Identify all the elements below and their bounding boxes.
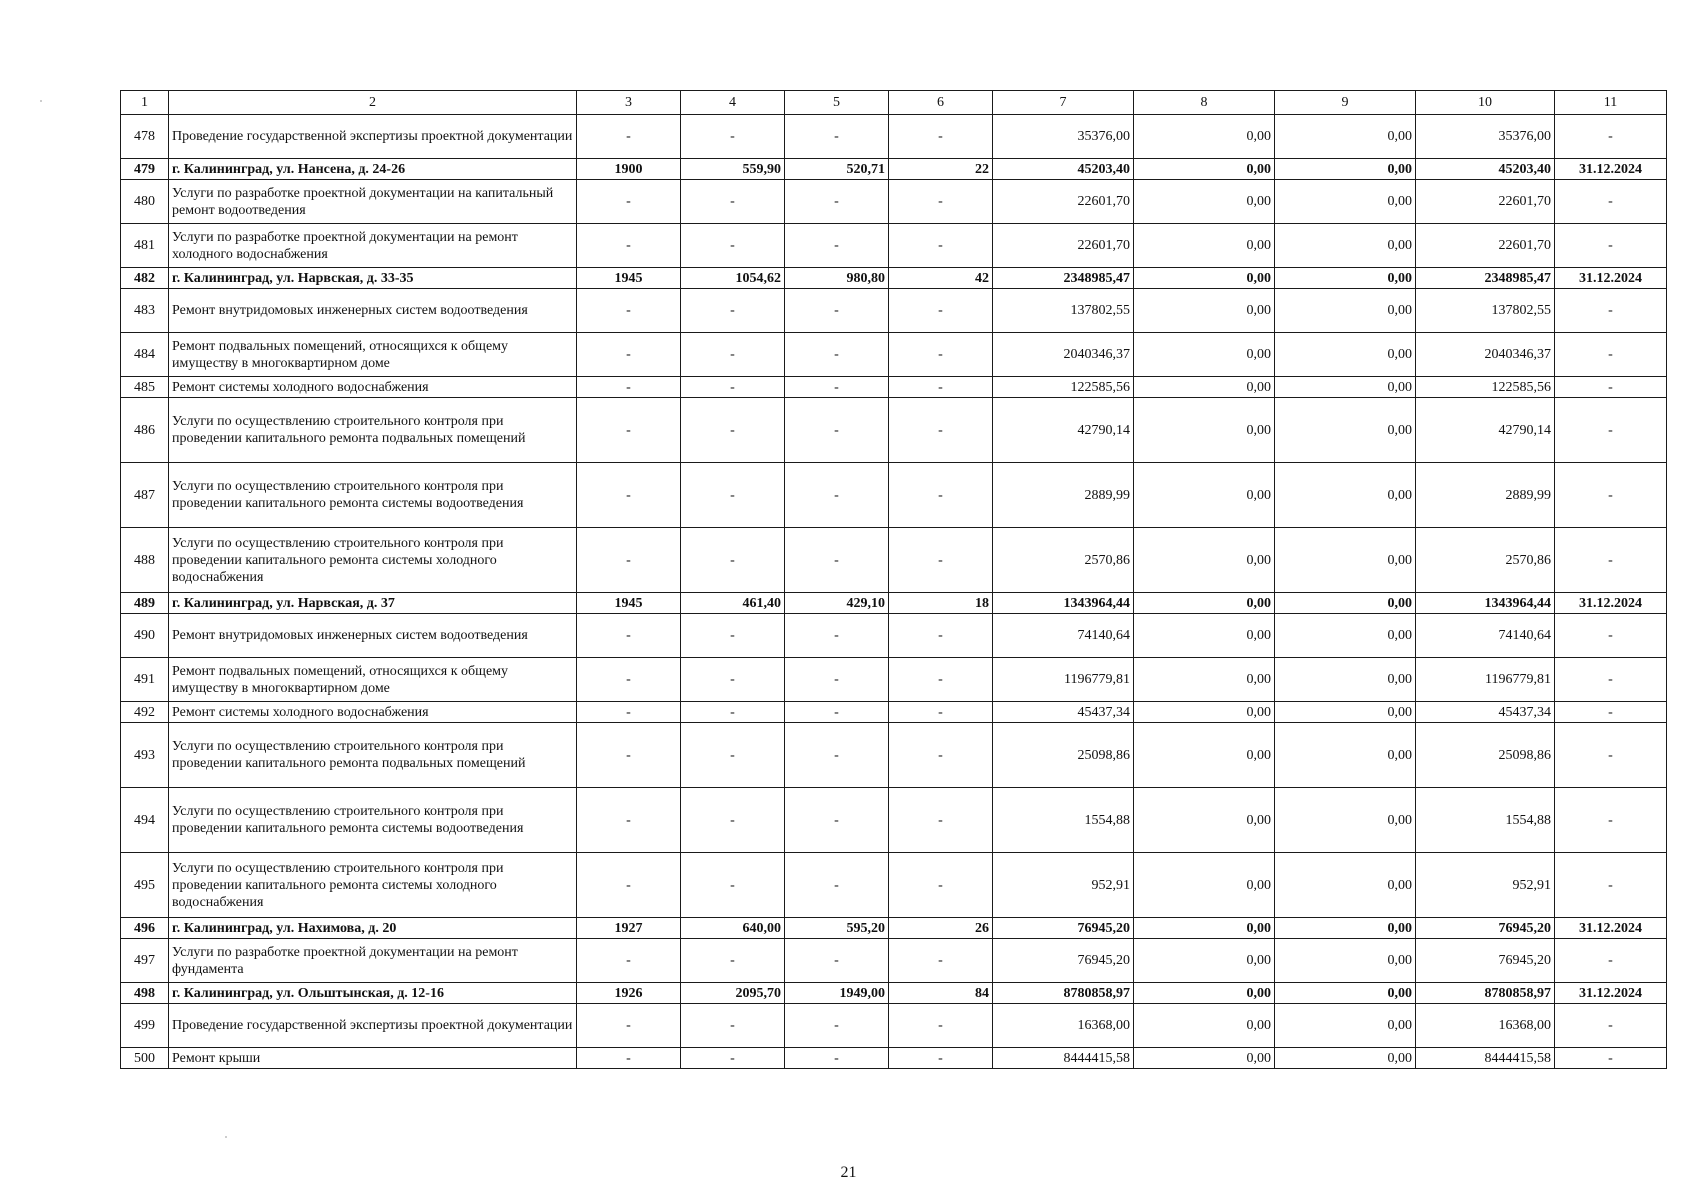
work-name-cell: г. Калининград, ул. Нарвская, д. 33-35 xyxy=(169,268,577,289)
work-name-cell: Ремонт внутридомовых инженерных систем водоотведения xyxy=(169,614,577,658)
living-area-cell: - xyxy=(785,1004,889,1048)
construction-year-cell: - xyxy=(577,853,681,918)
completion-date-cell: - xyxy=(1555,1004,1667,1048)
owner-funds-cell: 137802,55 xyxy=(1416,289,1555,333)
regional-funds-cell: 0,00 xyxy=(1275,658,1416,702)
completion-date-cell: - xyxy=(1555,723,1667,788)
regional-funds-cell: 0,00 xyxy=(1275,268,1416,289)
construction-year-cell: - xyxy=(577,1048,681,1069)
living-area-cell: - xyxy=(785,658,889,702)
column-number: 10 xyxy=(1416,91,1555,115)
regional-funds-cell: 0,00 xyxy=(1275,463,1416,528)
owner-funds-cell: 952,91 xyxy=(1416,853,1555,918)
completion-date-cell: 31.12.2024 xyxy=(1555,159,1667,180)
completion-date-cell: - xyxy=(1555,614,1667,658)
residents-count-cell: 26 xyxy=(889,918,993,939)
residents-count-cell: - xyxy=(889,939,993,983)
living-area-cell: - xyxy=(785,398,889,463)
column-number: 3 xyxy=(577,91,681,115)
work-item-row xyxy=(121,333,1667,377)
total-cost-cell: 137802,55 xyxy=(993,289,1134,333)
total-cost-cell: 25098,86 xyxy=(993,723,1134,788)
row-number-cell: 480 xyxy=(121,180,169,224)
work-name-cell: г. Калининград, ул. Нарвская, д. 37 xyxy=(169,593,577,614)
regional-funds-cell: 0,00 xyxy=(1275,939,1416,983)
regional-funds-cell: 0,00 xyxy=(1275,614,1416,658)
work-name-cell: Ремонт системы холодного водоснабжения xyxy=(169,377,577,398)
construction-year-cell: - xyxy=(577,1004,681,1048)
living-area-cell: - xyxy=(785,702,889,723)
work-item-row xyxy=(121,702,1667,723)
construction-year-cell: - xyxy=(577,702,681,723)
residents-count-cell: 18 xyxy=(889,593,993,614)
regional-funds-cell: 0,00 xyxy=(1275,702,1416,723)
federal-funds-cell: 0,00 xyxy=(1134,658,1275,702)
federal-funds-cell: 0,00 xyxy=(1134,1004,1275,1048)
row-number-cell: 491 xyxy=(121,658,169,702)
federal-funds-cell: 0,00 xyxy=(1134,333,1275,377)
completion-date-cell: - xyxy=(1555,788,1667,853)
work-name-cell: Услуги по осуществлению строительного контроля при проведении капитального ремонта системы водоотведения xyxy=(169,788,577,853)
living-area-cell: - xyxy=(785,377,889,398)
row-number-cell: 487 xyxy=(121,463,169,528)
construction-year-cell: - xyxy=(577,658,681,702)
total-area-cell: 559,90 xyxy=(681,159,785,180)
address-row xyxy=(121,918,1667,939)
row-number-cell: 496 xyxy=(121,918,169,939)
total-cost-cell: 8444415,58 xyxy=(993,1048,1134,1069)
regional-funds-cell: 0,00 xyxy=(1275,159,1416,180)
scan-speck xyxy=(40,100,42,102)
owner-funds-cell: 25098,86 xyxy=(1416,723,1555,788)
work-item-row xyxy=(121,1048,1667,1069)
owner-funds-cell: 2889,99 xyxy=(1416,463,1555,528)
total-cost-cell: 1343964,44 xyxy=(993,593,1134,614)
regional-funds-cell: 0,00 xyxy=(1275,788,1416,853)
total-cost-cell: 45203,40 xyxy=(993,159,1134,180)
owner-funds-cell: 16368,00 xyxy=(1416,1004,1555,1048)
column-number-row xyxy=(121,91,1667,115)
living-area-cell: 595,20 xyxy=(785,918,889,939)
construction-year-cell: - xyxy=(577,398,681,463)
construction-year-cell: - xyxy=(577,723,681,788)
living-area-cell: - xyxy=(785,463,889,528)
federal-funds-cell: 0,00 xyxy=(1134,853,1275,918)
living-area-cell: - xyxy=(785,939,889,983)
total-cost-cell: 16368,00 xyxy=(993,1004,1134,1048)
total-area-cell: - xyxy=(681,115,785,159)
total-area-cell: 461,40 xyxy=(681,593,785,614)
construction-year-cell: - xyxy=(577,377,681,398)
residents-count-cell: - xyxy=(889,398,993,463)
living-area-cell: - xyxy=(785,788,889,853)
federal-funds-cell: 0,00 xyxy=(1134,224,1275,268)
total-cost-cell: 2570,86 xyxy=(993,528,1134,593)
construction-year-cell: 1945 xyxy=(577,268,681,289)
total-area-cell: - xyxy=(681,463,785,528)
residents-count-cell: 42 xyxy=(889,268,993,289)
row-number-cell: 482 xyxy=(121,268,169,289)
residents-count-cell: - xyxy=(889,702,993,723)
total-cost-cell: 952,91 xyxy=(993,853,1134,918)
federal-funds-cell: 0,00 xyxy=(1134,268,1275,289)
total-area-cell: - xyxy=(681,939,785,983)
regional-funds-cell: 0,00 xyxy=(1275,115,1416,159)
total-cost-cell: 122585,56 xyxy=(993,377,1134,398)
residents-count-cell: - xyxy=(889,333,993,377)
column-number: 9 xyxy=(1275,91,1416,115)
total-area-cell: - xyxy=(681,1048,785,1069)
completion-date-cell: - xyxy=(1555,463,1667,528)
total-area-cell: - xyxy=(681,528,785,593)
completion-date-cell: - xyxy=(1555,377,1667,398)
column-number: 7 xyxy=(993,91,1134,115)
completion-date-cell: 31.12.2024 xyxy=(1555,593,1667,614)
column-number: 4 xyxy=(681,91,785,115)
work-item-row xyxy=(121,115,1667,159)
federal-funds-cell: 0,00 xyxy=(1134,115,1275,159)
total-area-cell: - xyxy=(681,853,785,918)
row-number-cell: 497 xyxy=(121,939,169,983)
residents-count-cell: - xyxy=(889,463,993,528)
row-number-cell: 484 xyxy=(121,333,169,377)
residents-count-cell: - xyxy=(889,224,993,268)
completion-date-cell: - xyxy=(1555,658,1667,702)
completion-date-cell: - xyxy=(1555,180,1667,224)
residents-count-cell: - xyxy=(889,1004,993,1048)
federal-funds-cell: 0,00 xyxy=(1134,983,1275,1004)
living-area-cell: 429,10 xyxy=(785,593,889,614)
column-number: 2 xyxy=(169,91,577,115)
total-area-cell: - xyxy=(681,289,785,333)
total-cost-cell: 45437,34 xyxy=(993,702,1134,723)
total-cost-cell: 74140,64 xyxy=(993,614,1134,658)
regional-funds-cell: 0,00 xyxy=(1275,918,1416,939)
row-number-cell: 489 xyxy=(121,593,169,614)
completion-date-cell: - xyxy=(1555,289,1667,333)
work-name-cell: Проведение государственной экспертизы проектной документации xyxy=(169,115,577,159)
construction-year-cell: - xyxy=(577,463,681,528)
living-area-cell: 1949,00 xyxy=(785,983,889,1004)
living-area-cell: - xyxy=(785,614,889,658)
federal-funds-cell: 0,00 xyxy=(1134,939,1275,983)
regional-funds-cell: 0,00 xyxy=(1275,1004,1416,1048)
owner-funds-cell: 8444415,58 xyxy=(1416,1048,1555,1069)
living-area-cell: - xyxy=(785,1048,889,1069)
completion-date-cell: - xyxy=(1555,115,1667,159)
federal-funds-cell: 0,00 xyxy=(1134,159,1275,180)
total-area-cell: 2095,70 xyxy=(681,983,785,1004)
total-cost-cell: 1196779,81 xyxy=(993,658,1134,702)
construction-year-cell: 1926 xyxy=(577,983,681,1004)
residents-count-cell: - xyxy=(889,1048,993,1069)
owner-funds-cell: 22601,70 xyxy=(1416,180,1555,224)
total-cost-cell: 2889,99 xyxy=(993,463,1134,528)
construction-year-cell: - xyxy=(577,115,681,159)
work-item-row xyxy=(121,939,1667,983)
federal-funds-cell: 0,00 xyxy=(1134,723,1275,788)
row-number-cell: 498 xyxy=(121,983,169,1004)
total-area-cell: 640,00 xyxy=(681,918,785,939)
work-name-cell: Услуги по осуществлению строительного контроля при проведении капитального ремонта системы водоотведения xyxy=(169,463,577,528)
owner-funds-cell: 122585,56 xyxy=(1416,377,1555,398)
total-cost-cell: 8780858,97 xyxy=(993,983,1134,1004)
work-item-row xyxy=(121,788,1667,853)
owner-funds-cell: 2348985,47 xyxy=(1416,268,1555,289)
row-number-cell: 488 xyxy=(121,528,169,593)
total-area-cell: - xyxy=(681,1004,785,1048)
owner-funds-cell: 1554,88 xyxy=(1416,788,1555,853)
completion-date-cell: 31.12.2024 xyxy=(1555,983,1667,1004)
work-name-cell: г. Калининград, ул. Нахимова, д. 20 xyxy=(169,918,577,939)
construction-year-cell: - xyxy=(577,333,681,377)
living-area-cell: - xyxy=(785,333,889,377)
total-area-cell: - xyxy=(681,614,785,658)
row-number-cell: 485 xyxy=(121,377,169,398)
living-area-cell: 520,71 xyxy=(785,159,889,180)
construction-year-cell: - xyxy=(577,528,681,593)
row-number-cell: 478 xyxy=(121,115,169,159)
regional-funds-cell: 0,00 xyxy=(1275,180,1416,224)
construction-year-cell: - xyxy=(577,939,681,983)
owner-funds-cell: 76945,20 xyxy=(1416,918,1555,939)
address-row xyxy=(121,268,1667,289)
total-area-cell: - xyxy=(681,788,785,853)
work-name-cell: Ремонт подвальных помещений, относящихся к общему имуществу в многоквартирном доме xyxy=(169,658,577,702)
row-number-cell: 481 xyxy=(121,224,169,268)
living-area-cell: 980,80 xyxy=(785,268,889,289)
construction-year-cell: 1945 xyxy=(577,593,681,614)
owner-funds-cell: 74140,64 xyxy=(1416,614,1555,658)
work-name-cell: Ремонт системы холодного водоснабжения xyxy=(169,702,577,723)
row-number-cell: 479 xyxy=(121,159,169,180)
federal-funds-cell: 0,00 xyxy=(1134,180,1275,224)
row-number-cell: 486 xyxy=(121,398,169,463)
row-number-cell: 492 xyxy=(121,702,169,723)
owner-funds-cell: 45203,40 xyxy=(1416,159,1555,180)
work-name-cell: Ремонт внутридомовых инженерных систем водоотведения xyxy=(169,289,577,333)
construction-year-cell: 1927 xyxy=(577,918,681,939)
address-row xyxy=(121,593,1667,614)
row-number-cell: 483 xyxy=(121,289,169,333)
row-number-cell: 499 xyxy=(121,1004,169,1048)
residents-count-cell: - xyxy=(889,614,993,658)
work-item-row xyxy=(121,180,1667,224)
owner-funds-cell: 1196779,81 xyxy=(1416,658,1555,702)
total-area-cell: - xyxy=(681,723,785,788)
federal-funds-cell: 0,00 xyxy=(1134,398,1275,463)
residents-count-cell: - xyxy=(889,377,993,398)
work-item-row xyxy=(121,723,1667,788)
regional-funds-cell: 0,00 xyxy=(1275,289,1416,333)
federal-funds-cell: 0,00 xyxy=(1134,528,1275,593)
work-name-cell: Услуги по осуществлению строительного контроля при проведении капитального ремонта системы холодного водоснабжения xyxy=(169,853,577,918)
residents-count-cell: - xyxy=(889,115,993,159)
completion-date-cell: - xyxy=(1555,528,1667,593)
construction-year-cell: - xyxy=(577,180,681,224)
regional-funds-cell: 0,00 xyxy=(1275,224,1416,268)
living-area-cell: - xyxy=(785,528,889,593)
regional-funds-cell: 0,00 xyxy=(1275,333,1416,377)
work-item-row xyxy=(121,463,1667,528)
owner-funds-cell: 45437,34 xyxy=(1416,702,1555,723)
federal-funds-cell: 0,00 xyxy=(1134,702,1275,723)
total-cost-cell: 22601,70 xyxy=(993,180,1134,224)
column-number: 1 xyxy=(121,91,169,115)
residents-count-cell: - xyxy=(889,788,993,853)
scan-speck xyxy=(225,1136,227,1138)
residents-count-cell: - xyxy=(889,180,993,224)
total-area-cell: - xyxy=(681,702,785,723)
completion-date-cell: - xyxy=(1555,333,1667,377)
construction-year-cell: - xyxy=(577,614,681,658)
regional-funds-cell: 0,00 xyxy=(1275,983,1416,1004)
address-row xyxy=(121,159,1667,180)
total-cost-cell: 76945,20 xyxy=(993,939,1134,983)
total-area-cell: - xyxy=(681,377,785,398)
completion-date-cell: 31.12.2024 xyxy=(1555,918,1667,939)
total-area-cell: - xyxy=(681,398,785,463)
work-item-row xyxy=(121,658,1667,702)
column-number: 11 xyxy=(1555,91,1667,115)
owner-funds-cell: 1343964,44 xyxy=(1416,593,1555,614)
completion-date-cell: - xyxy=(1555,853,1667,918)
federal-funds-cell: 0,00 xyxy=(1134,463,1275,528)
page-number: 21 xyxy=(840,1164,857,1181)
row-number-cell: 495 xyxy=(121,853,169,918)
construction-year-cell: - xyxy=(577,788,681,853)
federal-funds-cell: 0,00 xyxy=(1134,1048,1275,1069)
regional-funds-cell: 0,00 xyxy=(1275,723,1416,788)
work-name-cell: Ремонт подвальных помещений, относящихся к общему имуществу в многоквартирном доме xyxy=(169,333,577,377)
federal-funds-cell: 0,00 xyxy=(1134,788,1275,853)
total-cost-cell: 1554,88 xyxy=(993,788,1134,853)
regional-funds-cell: 0,00 xyxy=(1275,398,1416,463)
regional-funds-cell: 0,00 xyxy=(1275,853,1416,918)
construction-year-cell: - xyxy=(577,224,681,268)
total-cost-cell: 35376,00 xyxy=(993,115,1134,159)
total-area-cell: - xyxy=(681,180,785,224)
completion-date-cell: - xyxy=(1555,1048,1667,1069)
row-number-cell: 494 xyxy=(121,788,169,853)
federal-funds-cell: 0,00 xyxy=(1134,918,1275,939)
regional-funds-cell: 0,00 xyxy=(1275,1048,1416,1069)
work-name-cell: г. Калининград, ул. Ольштынская, д. 12-16 xyxy=(169,983,577,1004)
address-row xyxy=(121,983,1667,1004)
federal-funds-cell: 0,00 xyxy=(1134,614,1275,658)
owner-funds-cell: 42790,14 xyxy=(1416,398,1555,463)
total-area-cell: - xyxy=(681,658,785,702)
completion-date-cell: - xyxy=(1555,224,1667,268)
capital-repair-table xyxy=(120,90,1667,1069)
owner-funds-cell: 76945,20 xyxy=(1416,939,1555,983)
owner-funds-cell: 2570,86 xyxy=(1416,528,1555,593)
regional-funds-cell: 0,00 xyxy=(1275,593,1416,614)
work-item-row xyxy=(121,289,1667,333)
living-area-cell: - xyxy=(785,224,889,268)
work-name-cell: Ремонт крыши xyxy=(169,1048,577,1069)
regional-funds-cell: 0,00 xyxy=(1275,377,1416,398)
residents-count-cell: 84 xyxy=(889,983,993,1004)
living-area-cell: - xyxy=(785,289,889,333)
living-area-cell: - xyxy=(785,180,889,224)
completion-date-cell: - xyxy=(1555,398,1667,463)
work-item-row xyxy=(121,853,1667,918)
regional-funds-cell: 0,00 xyxy=(1275,528,1416,593)
total-cost-cell: 42790,14 xyxy=(993,398,1134,463)
work-name-cell: г. Калининград, ул. Нансена, д. 24-26 xyxy=(169,159,577,180)
work-item-row xyxy=(121,1004,1667,1048)
work-item-row xyxy=(121,528,1667,593)
work-name-cell: Проведение государственной экспертизы проектной документации xyxy=(169,1004,577,1048)
residents-count-cell: - xyxy=(889,853,993,918)
federal-funds-cell: 0,00 xyxy=(1134,377,1275,398)
completion-date-cell: - xyxy=(1555,939,1667,983)
completion-date-cell: - xyxy=(1555,702,1667,723)
work-item-row xyxy=(121,224,1667,268)
work-item-row xyxy=(121,398,1667,463)
construction-year-cell: - xyxy=(577,289,681,333)
living-area-cell: - xyxy=(785,115,889,159)
owner-funds-cell: 2040346,37 xyxy=(1416,333,1555,377)
living-area-cell: - xyxy=(785,853,889,918)
residents-count-cell: - xyxy=(889,528,993,593)
work-item-row xyxy=(121,377,1667,398)
column-number: 5 xyxy=(785,91,889,115)
owner-funds-cell: 35376,00 xyxy=(1416,115,1555,159)
total-cost-cell: 2040346,37 xyxy=(993,333,1134,377)
work-name-cell: Услуги по разработке проектной документации на капитальный ремонт водоотведения xyxy=(169,180,577,224)
work-name-cell: Услуги по осуществлению строительного контроля при проведении капитального ремонта подвальных помещений xyxy=(169,723,577,788)
federal-funds-cell: 0,00 xyxy=(1134,593,1275,614)
owner-funds-cell: 8780858,97 xyxy=(1416,983,1555,1004)
work-name-cell: Услуги по разработке проектной документации на ремонт фундамента xyxy=(169,939,577,983)
work-item-row xyxy=(121,614,1667,658)
column-number: 8 xyxy=(1134,91,1275,115)
residents-count-cell: - xyxy=(889,723,993,788)
total-cost-cell: 2348985,47 xyxy=(993,268,1134,289)
work-name-cell: Услуги по осуществлению строительного контроля при проведении капитального ремонта подвальных помещений xyxy=(169,398,577,463)
residents-count-cell: - xyxy=(889,658,993,702)
row-number-cell: 500 xyxy=(121,1048,169,1069)
construction-year-cell: 1900 xyxy=(577,159,681,180)
total-area-cell: - xyxy=(681,224,785,268)
work-name-cell: Услуги по разработке проектной документации на ремонт холодного водоснабжения xyxy=(169,224,577,268)
completion-date-cell: 31.12.2024 xyxy=(1555,268,1667,289)
living-area-cell: - xyxy=(785,723,889,788)
residents-count-cell: - xyxy=(889,289,993,333)
owner-funds-cell: 22601,70 xyxy=(1416,224,1555,268)
residents-count-cell: 22 xyxy=(889,159,993,180)
total-area-cell: - xyxy=(681,333,785,377)
work-name-cell: Услуги по осуществлению строительного контроля при проведении капитального ремонта системы холодного водоснабжения xyxy=(169,528,577,593)
total-cost-cell: 76945,20 xyxy=(993,918,1134,939)
total-area-cell: 1054,62 xyxy=(681,268,785,289)
row-number-cell: 493 xyxy=(121,723,169,788)
federal-funds-cell: 0,00 xyxy=(1134,289,1275,333)
total-cost-cell: 22601,70 xyxy=(993,224,1134,268)
column-number: 6 xyxy=(889,91,993,115)
row-number-cell: 490 xyxy=(121,614,169,658)
